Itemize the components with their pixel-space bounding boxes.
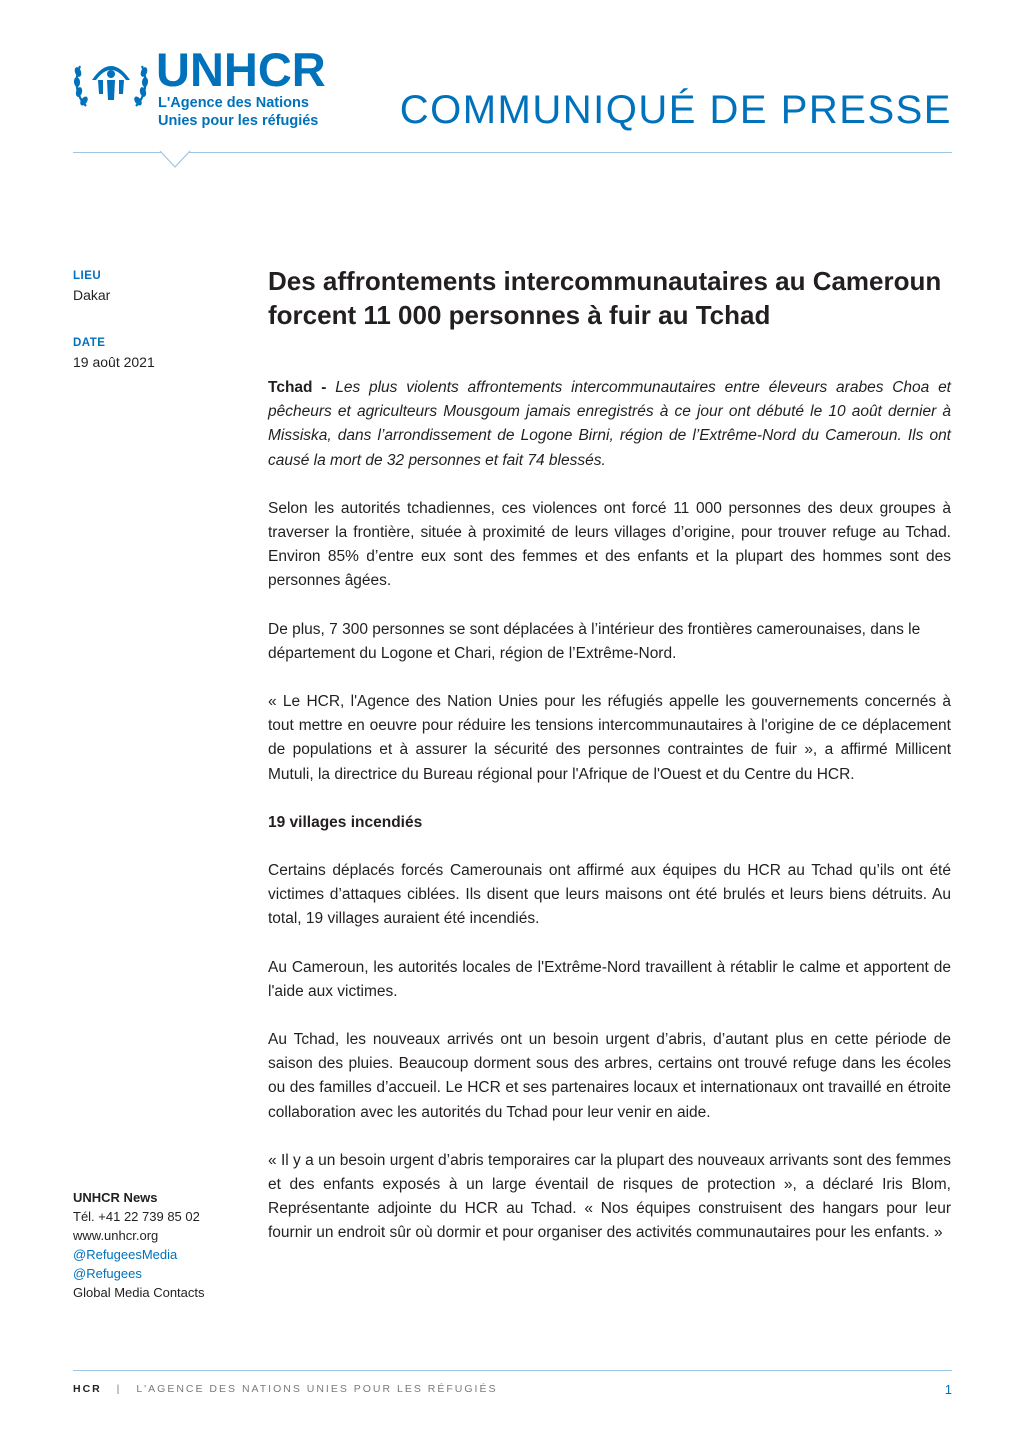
contact-website-link[interactable]: www.unhcr.org [73,1228,159,1243]
date-value: 19 août 2021 [73,354,155,370]
media-contacts [73,1188,205,1302]
paragraph: Certains déplacés forcés Camerounais ont affirmé aux équipes du HCR au Tchad qu’ils ont été victimes d’attaques ciblées. Ils disent que leurs maisons ont été brulés et leurs biens détruits. Au total, 19 villages auraient été incendiés. [268,862,951,928]
paragraph: Selon les autorités tchadiennes, ces violences ont forcé 11 000 personnes des deux groupes à traverser la frontière, située à proximité de leurs villages d’origine, pour trouver refuge au Tchad. Environ 85% d’entre eux sont des femmes et des enfants et la plupart des hommes sont des personnes âgées. [268,499,951,590]
footer-agency-name: L'AGENCE DES NATIONS UNIES POUR LES RÉFUGIÉS [136,1383,498,1395]
footer-brand: HCR [73,1383,102,1395]
lead-text: Les plus violents affrontements intercommunautaires entre éleveurs arabes Choa et pêcheurs et agriculteurs Mousgoum jamais enregistrés à ce jour ont débuté le 10 août dernier à Missiska, dans l’arrondissement de Logone Birni, région de l’Extrême-Nord du Cameroun. Ils ont causé la mort de 32 personnes et fait 74 blessés. [268,379,951,469]
contact-twitter-refugeesmedia-link[interactable]: @RefugeesMedia [73,1247,178,1262]
footer-separator: | [116,1383,122,1395]
paragraph: « Il y a un besoin urgent d’abris temporaires car la plupart des nouveaux arrivants sont des femmes et des enfants exposés à un large éventail de risques de protection », a déclaré Iris Blom, Représentante adjointe du HCR au Tchad. « Nos équipes construisent des hangars pour leur fournir un endroit sûr où dormir et pour organiser des activités communautaires pour les enfants. » [268,1151,951,1242]
lead-dateline: Tchad - [268,379,327,396]
contact-twitter-refugees-link[interactable]: @Refugees [73,1266,142,1281]
logo-wordmark: UNHCR [156,43,326,96]
location-label: LIEU [73,270,102,282]
date-label: DATE [73,337,106,349]
global-media-contacts-link[interactable]: Global Media Contacts [73,1285,205,1300]
logo-tagline-line-1: L'Agence des Nations [158,95,309,111]
lead-paragraph [268,376,951,473]
meta-location [73,267,243,305]
paragraph: De plus, 7 300 personnes se sont déplacées à l’intérieur des frontières camerounaises, dans le département du Logone et Chari, région de l’Extrême-Nord. [268,620,921,662]
unhcr-logo [72,43,352,138]
logo-tagline [158,94,318,130]
unhcr-emblem-icon [72,50,150,112]
paragraph: Au Tchad, les nouveaux arrivés ont un besoin urgent d’abris, d’autant plus en cette période de saison des pluies. Beaucoup dorment sous des arbres, certains ont trouvé refuge dans les écoles ou des familles d’accueil. Le HCR et ses partenaires locaux et internationaux ont travaillé en étroite collaboration avec les autorités du Tchad pour leur venir en aide. [268,1031,951,1121]
footer-agency [73,1383,497,1395]
contact-phone: Tél. +41 22 739 85 02 [73,1209,200,1224]
location-value: Dakar [73,287,111,303]
logo-tagline-line-2: Unies pour les réfugiés [158,113,319,129]
paragraph: Au Cameroun, les autorités locales de l'Extrême-Nord travaillent à rétablir le calme et apportent de l'aide aux victimes. [268,958,951,1000]
page-number: 1 [944,1382,952,1397]
press-release-headline: Des affrontements intercommunautaires au Cameroun forcent 11 000 personnes à fuir au Tchad [268,266,942,330]
header-divider [73,152,952,153]
press-release-body [268,376,951,1270]
meta-date [73,334,243,372]
document-type-title: COMMUNIQUÉ DE PRESSE [399,88,952,132]
contacts-heading: UNHCR News [73,1190,158,1205]
paragraph: « Le HCR, l'Agence des Nation Unies pour les réfugiés appelle les gouvernements concernés à tout mettre en oeuvre pour réduire les tensions intercommunautaires à l'origine de ce déplacement de populations et à assurer la sécurité des personnes contraintes de fuir », a affirmé Millicent Mutuli, la directrice du Bureau régional pour l'Afrique de l'Ouest et du Centre du HCR. [268,693,951,783]
footer-divider [73,1370,952,1371]
section-subheading: 19 villages incendiés [268,813,423,831]
chevron-down-icon [159,150,191,170]
